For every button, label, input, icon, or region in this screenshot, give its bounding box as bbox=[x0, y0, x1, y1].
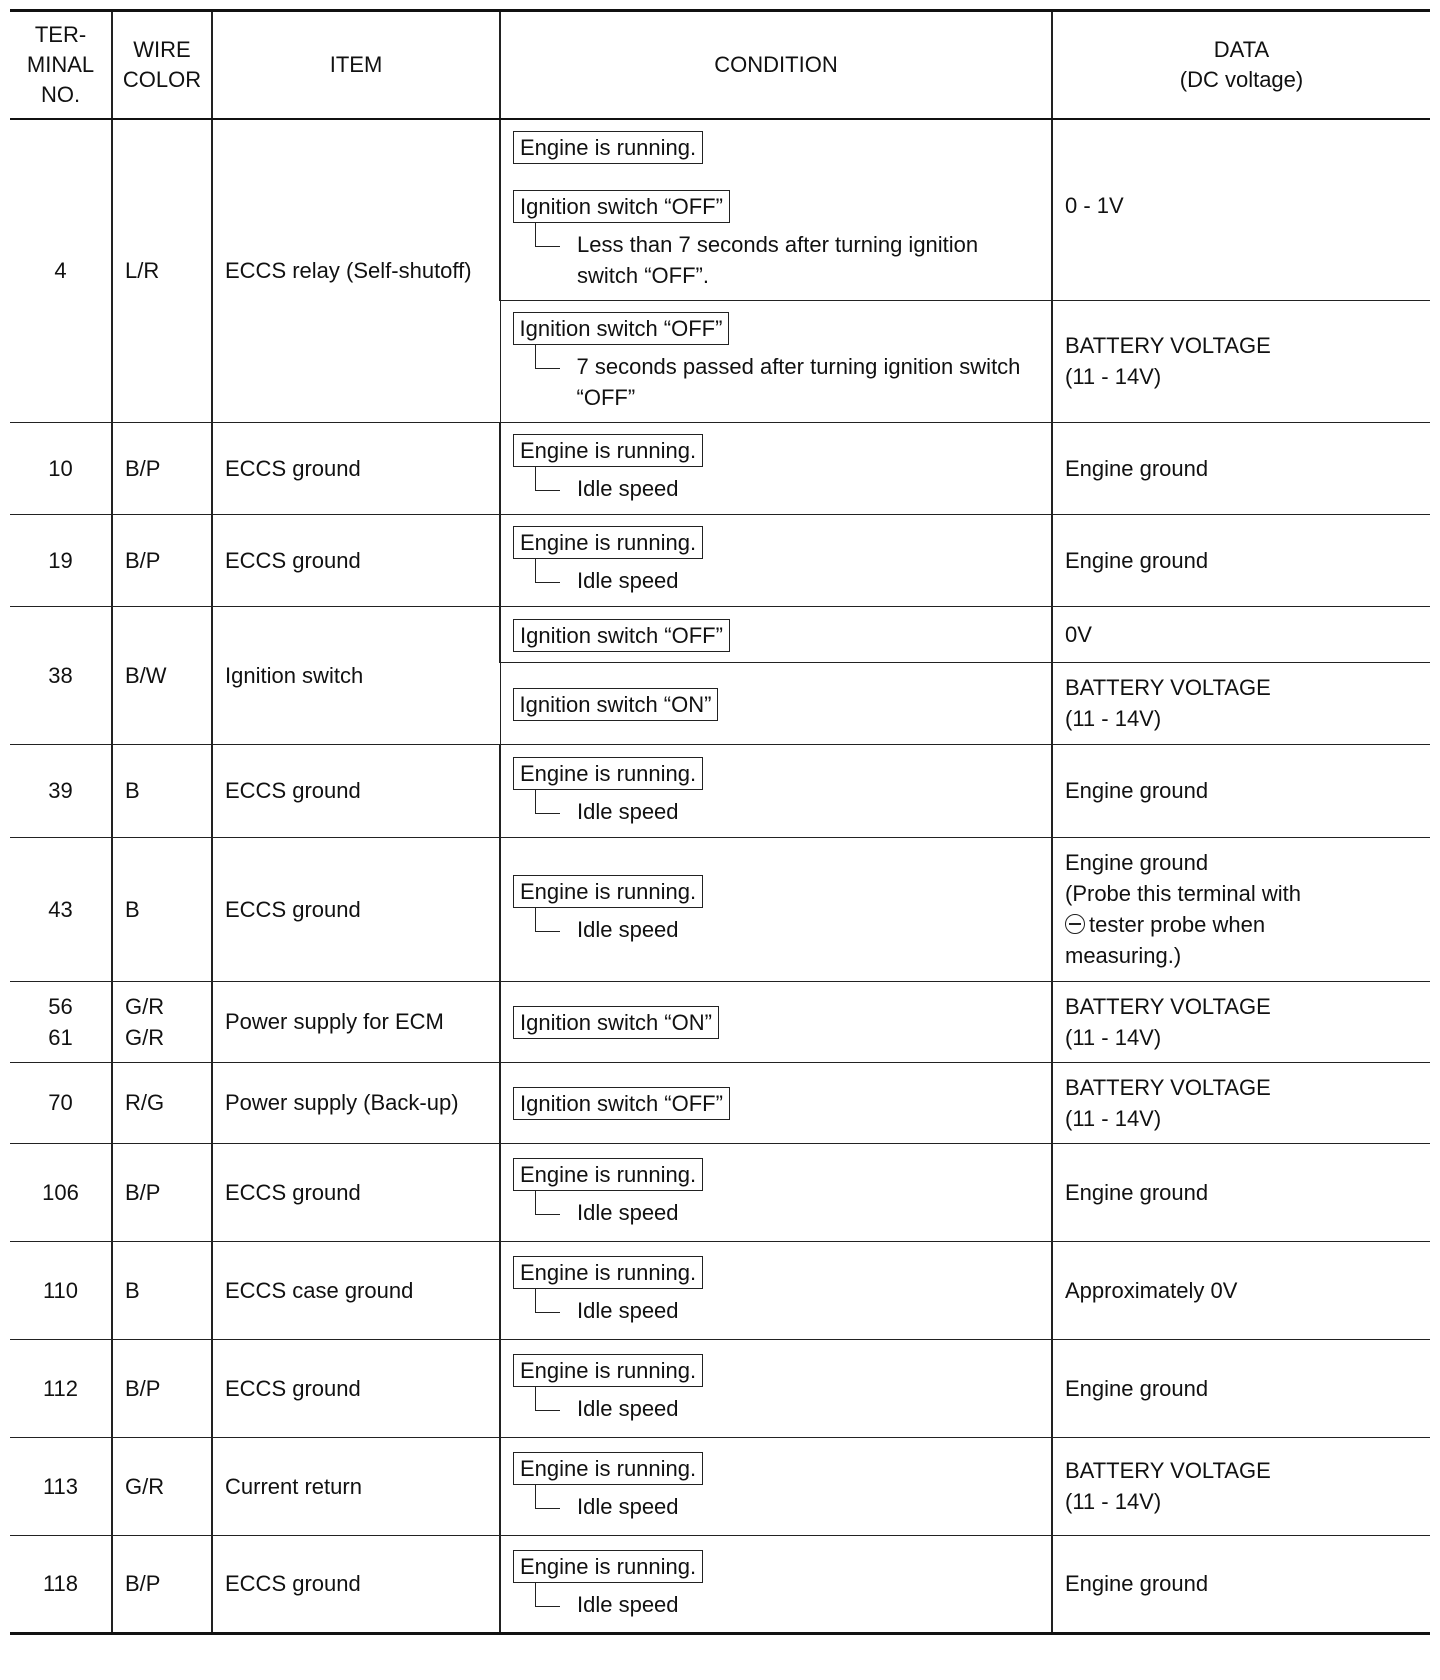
table-row bbox=[10, 837, 1430, 981]
header-data: DATA (DC voltage) bbox=[1052, 11, 1430, 120]
condition-subnote: 7 seconds passed after turning ignition switch “OFF” bbox=[513, 351, 1042, 413]
condition-box: Ignition switch “OFF” bbox=[513, 1087, 730, 1120]
terminal-number: 43 bbox=[10, 837, 112, 981]
terminal-number: 112 bbox=[10, 1339, 112, 1437]
data-value: Engine ground bbox=[1052, 1339, 1430, 1437]
wire-color: B/P bbox=[112, 422, 212, 514]
data-value: Engine ground bbox=[1052, 1535, 1430, 1633]
table-row bbox=[10, 1535, 1430, 1633]
condition-box: Engine is running. bbox=[513, 1354, 703, 1387]
condition-box: Engine is running. bbox=[513, 1256, 703, 1289]
item-label: Ignition switch bbox=[212, 606, 500, 744]
wire-color: B/W bbox=[112, 606, 212, 744]
condition-box: Ignition switch “OFF” bbox=[513, 619, 730, 652]
condition-box: Ignition switch “OFF” bbox=[513, 190, 730, 223]
condition-box: Engine is running. bbox=[513, 1550, 703, 1583]
condition-subnote: Less than 7 seconds after turning ignition switch “OFF”. bbox=[513, 229, 1041, 291]
data-value: 0V bbox=[1052, 606, 1430, 662]
condition-subnote: Idle speed bbox=[513, 473, 1041, 504]
wire-color: B/P bbox=[112, 1339, 212, 1437]
condition-cell bbox=[500, 1437, 1052, 1535]
table-row bbox=[10, 1339, 1430, 1437]
header-wire-color: WIRE COLOR bbox=[112, 11, 212, 120]
wire-color: B bbox=[112, 744, 212, 837]
wire-color: B bbox=[112, 1241, 212, 1339]
condition-subnote: Idle speed bbox=[513, 565, 1041, 596]
item-label: ECCS case ground bbox=[212, 1241, 500, 1339]
table-row bbox=[10, 981, 1430, 1062]
condition-box: Engine is running. bbox=[513, 1452, 703, 1485]
ecm-terminal-table bbox=[10, 9, 1430, 1635]
wire-color: B/P bbox=[112, 1535, 212, 1633]
item-label: ECCS ground bbox=[212, 1535, 500, 1633]
condition-cell bbox=[500, 837, 1052, 981]
condition-cell bbox=[500, 662, 1052, 744]
table-row bbox=[10, 744, 1430, 837]
condition-cell bbox=[500, 1062, 1052, 1143]
condition-subnote: Idle speed bbox=[513, 1393, 1041, 1424]
condition-box: Engine is running. bbox=[513, 434, 703, 467]
data-value: 0 - 1V bbox=[1052, 119, 1430, 300]
table-row bbox=[10, 1143, 1430, 1241]
terminal-number: 110 bbox=[10, 1241, 112, 1339]
terminal-number: 38 bbox=[10, 606, 112, 744]
item-label: ECCS ground bbox=[212, 514, 500, 606]
condition-cell bbox=[500, 514, 1052, 606]
terminal-number: 56 61 bbox=[10, 981, 112, 1062]
condition-subnote: Idle speed bbox=[513, 796, 1041, 827]
condition-cell bbox=[500, 744, 1052, 837]
condition-cell bbox=[500, 300, 1052, 422]
terminal-number: 10 bbox=[10, 422, 112, 514]
condition-subnote: Idle speed bbox=[513, 1197, 1041, 1228]
data-value: Engine ground bbox=[1052, 422, 1430, 514]
condition-subnote: Idle speed bbox=[513, 1295, 1041, 1326]
wire-color: R/G bbox=[112, 1062, 212, 1143]
condition-box: Engine is running. bbox=[513, 875, 703, 908]
wire-color: B/P bbox=[112, 1143, 212, 1241]
table-row bbox=[10, 1062, 1430, 1143]
condition-box: Engine is running. bbox=[513, 526, 703, 559]
table-row bbox=[10, 514, 1430, 606]
condition-cell bbox=[500, 606, 1052, 662]
wire-color: G/R G/R bbox=[112, 981, 212, 1062]
item-label: ECCS ground bbox=[212, 422, 500, 514]
condition-cell bbox=[500, 1143, 1052, 1241]
wire-color: B/P bbox=[112, 514, 212, 606]
item-label: ECCS ground bbox=[212, 837, 500, 981]
terminal-number: 118 bbox=[10, 1535, 112, 1633]
wire-color: B bbox=[112, 837, 212, 981]
condition-box: Ignition switch “ON” bbox=[513, 688, 719, 721]
wire-color: L/R bbox=[112, 119, 212, 422]
table-row bbox=[10, 1437, 1430, 1535]
table-row bbox=[10, 422, 1430, 514]
item-label: ECCS ground bbox=[212, 744, 500, 837]
terminal-data-table-sheet bbox=[10, 9, 1430, 1635]
data-value: BATTERY VOLTAGE (11 - 14V) bbox=[1052, 1062, 1430, 1143]
wire-color: G/R bbox=[112, 1437, 212, 1535]
condition-subnote: Idle speed bbox=[513, 914, 1041, 945]
data-value: BATTERY VOLTAGE (11 - 14V) bbox=[1052, 981, 1430, 1062]
item-label: ECCS ground bbox=[212, 1339, 500, 1437]
item-label: Power supply for ECM bbox=[212, 981, 500, 1062]
terminal-number: 19 bbox=[10, 514, 112, 606]
item-label: Current return bbox=[212, 1437, 500, 1535]
data-value: Engine ground bbox=[1052, 514, 1430, 606]
condition-box: Engine is running. bbox=[513, 1158, 703, 1191]
data-value: Engine ground bbox=[1052, 744, 1430, 837]
terminal-number: 4 bbox=[10, 119, 112, 422]
condition-cell bbox=[500, 1535, 1052, 1633]
condition-box: Engine is running. bbox=[513, 757, 703, 790]
terminal-number: 39 bbox=[10, 744, 112, 837]
condition-cell bbox=[500, 422, 1052, 514]
condition-cell bbox=[500, 981, 1052, 1062]
condition-box: Ignition switch “ON” bbox=[513, 1006, 719, 1039]
header-row bbox=[10, 11, 1430, 120]
condition-box: Ignition switch “OFF” bbox=[513, 312, 730, 345]
terminal-number: 113 bbox=[10, 1437, 112, 1535]
data-value: BATTERY VOLTAGE (11 - 14V) bbox=[1052, 662, 1430, 744]
data-value: Approximately 0V bbox=[1052, 1241, 1430, 1339]
table-row bbox=[10, 119, 1430, 300]
data-value: Engine ground bbox=[1052, 1143, 1430, 1241]
minus-symbol-icon bbox=[1065, 914, 1085, 934]
data-value: BATTERY VOLTAGE (11 - 14V) bbox=[1052, 1437, 1430, 1535]
condition-cell bbox=[500, 119, 1052, 300]
item-label: Power supply (Back-up) bbox=[212, 1062, 500, 1143]
item-label: ECCS relay (Self-shutoff) bbox=[212, 119, 500, 422]
terminal-number: 70 bbox=[10, 1062, 112, 1143]
terminal-number: 106 bbox=[10, 1143, 112, 1241]
header-terminal-no: TER- MINAL NO. bbox=[10, 11, 112, 120]
condition-subnote: Idle speed bbox=[513, 1491, 1041, 1522]
data-value: BATTERY VOLTAGE (11 - 14V) bbox=[1052, 300, 1430, 422]
table-row bbox=[10, 1241, 1430, 1339]
condition-cell bbox=[500, 1241, 1052, 1339]
condition-box: Engine is running. bbox=[513, 131, 703, 164]
item-label: ECCS ground bbox=[212, 1143, 500, 1241]
table-row bbox=[10, 606, 1430, 662]
header-item: ITEM bbox=[212, 11, 500, 120]
header-condition: CONDITION bbox=[500, 11, 1052, 120]
data-value: Engine ground (Probe this terminal with tester probe when measuring.) bbox=[1052, 837, 1430, 981]
condition-cell bbox=[500, 1339, 1052, 1437]
condition-subnote: Idle speed bbox=[513, 1589, 1041, 1620]
